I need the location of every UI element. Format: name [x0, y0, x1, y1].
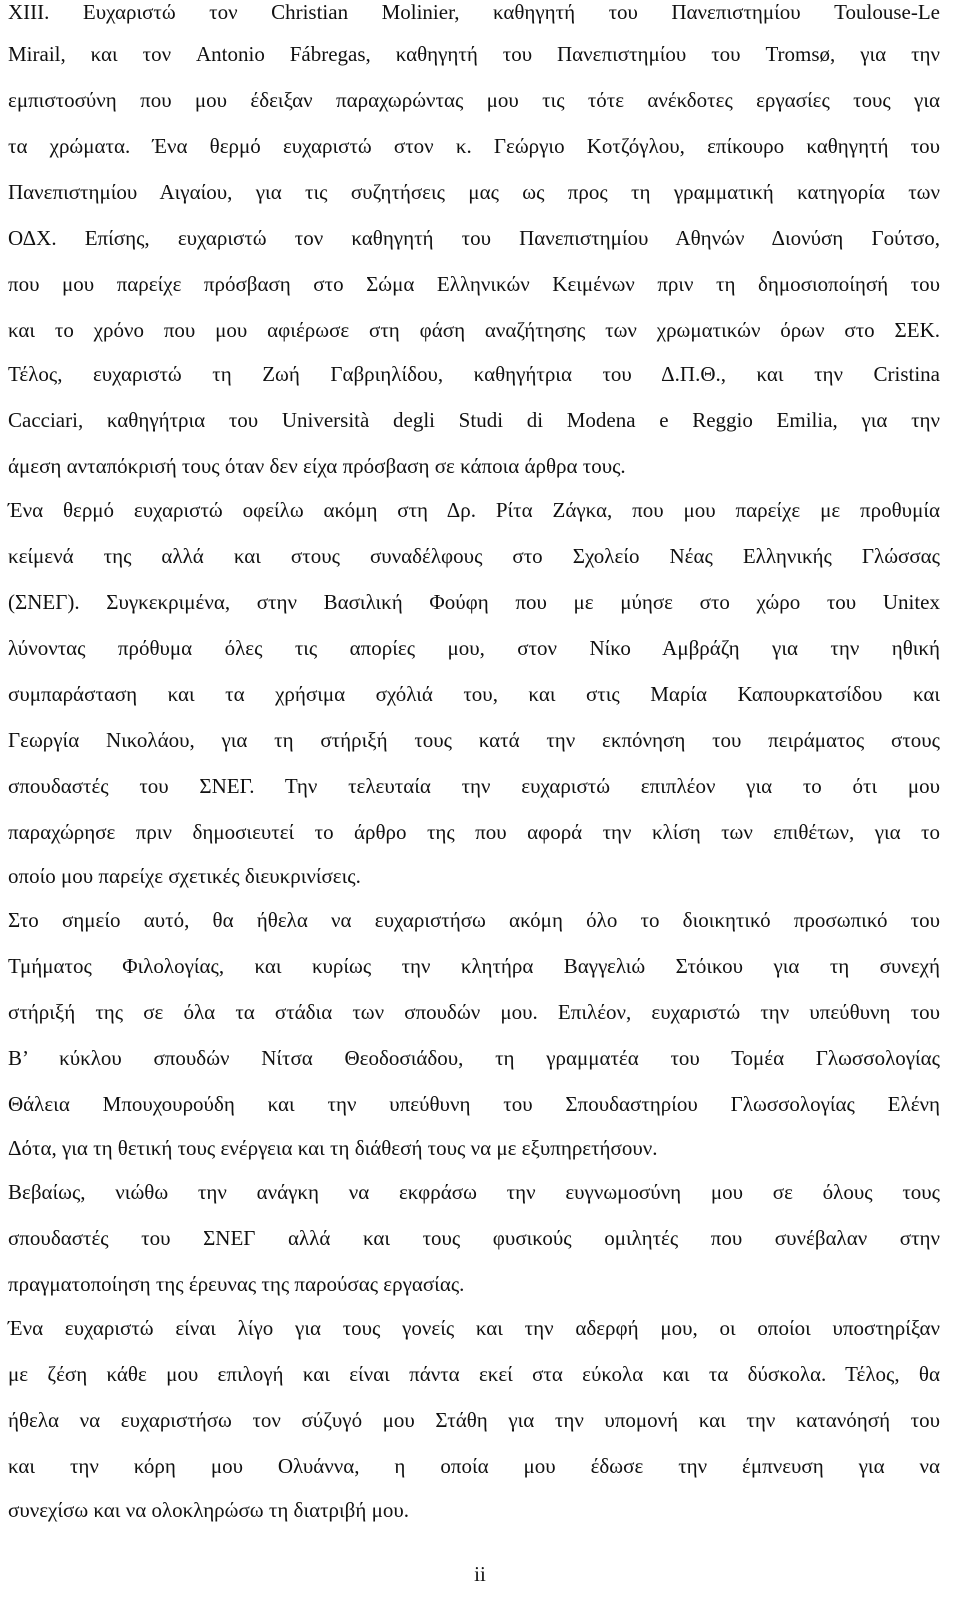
- text-line: XIII. Ευχαριστώ τον Christian Molinier, καθηγητή του Πανεπιστημίου Toulouse-Le: [8, 0, 940, 24]
- text-line: στήριξή της σε όλα τα στάδια των σπουδών μου. Επιλέον, ευχαριστώ την υπεύθυνη του: [8, 1000, 940, 1024]
- text-line: Τμήματος Φιλολογίας, και κυρίως την κλητήρα Βαγγελιώ Στόικου για τη συνεχή: [8, 954, 940, 978]
- text-line: Θάλεια Μπουχουρούδη και την υπεύθυνη του Σπουδαστηρίου Γλωσσολογίας Ελένη: [8, 1092, 940, 1116]
- text-line: Ένα θερμό ευχαριστώ οφείλω ακόμη στη Δρ. Ρίτα Ζάγκα, που μου παρείχε με προθυμία: [8, 498, 940, 522]
- text-line: ήθελα να ευχαριστήσω τον σύζυγό μου Στάθη για την υπομονή και την κατανόησή του: [8, 1408, 940, 1432]
- text-line: Δότα, για τη θετική τους ενέργεια και τη διάθεσή τους να με εξυπηρετήσουν.: [8, 1136, 658, 1160]
- text-line: άμεση ανταπόκρισή τους όταν δεν είχα πρόσβαση σε κάποια άρθρα τους.: [8, 454, 626, 478]
- text-line: και το χρόνο που μου αφιέρωσε στη φάση αναζήτησης των χρωματικών όρων στο ΣΕΚ.: [8, 318, 940, 342]
- text-line: Cacciari, καθηγήτρια του Università degli Studi di Modena e Reggio Emilia, για την: [8, 408, 940, 432]
- text-line: Β’ κύκλου σπουδών Νίτσα Θεοδοσιάδου, τη γραμματέα του Τομέα Γλωσσολογίας: [8, 1046, 940, 1070]
- text-line: συμπαράσταση και τα χρήσιμα σχόλιά του, και στις Μαρία Καπουρκατσίδου και: [8, 682, 940, 706]
- text-line: Πανεπιστημίου Αιγαίου, για τις συζητήσεις μας ως προς τη γραμματική κατηγορία των: [8, 180, 940, 204]
- text-line: και την κόρη μου Ολυάννα, η οποία μου έδωσε την έμπνευση για να: [8, 1454, 940, 1478]
- page-number: ii: [474, 1562, 486, 1586]
- text-line: σπουδαστές του ΣΝΕΓ αλλά και τους φυσικούς ομιλητές που συνέβαλαν στην: [8, 1226, 940, 1250]
- text-line: με ζέση κάθε μου επιλογή και είναι πάντα εκεί στα εύκολα και τα δύσκολα. Τέλος, θα: [8, 1362, 940, 1386]
- text-line: κείμενά της αλλά και στους συναδέλφους στο Σχολείο Νέας Ελληνικής Γλώσσας: [8, 544, 940, 568]
- text-line: οποίο μου παρείχε σχετικές διευκρινίσεις.: [8, 864, 361, 888]
- text-line: τα χρώματα. Ένα θερμό ευχαριστώ στον κ. Γεώργιο Κοτζόγλου, επίκουρο καθηγητή του: [8, 134, 940, 158]
- text-line: Γεωργία Νικολάου, για τη στήριξή τους κατά την εκπόνηση του πειράματος στους: [8, 728, 940, 752]
- text-line: Τέλος, ευχαριστώ τη Ζωή Γαβριηλίδου, καθηγήτρια του Δ.Π.Θ., και την Cristina: [8, 362, 940, 386]
- text-line: ΟΔΧ. Επίσης, ευχαριστώ τον καθηγητή του Πανεπιστημίου Αθηνών Διονύση Γούτσο,: [8, 226, 940, 250]
- text-line: συνεχίσω και να ολοκληρώσω τη διατριβή μου.: [8, 1498, 409, 1522]
- text-line: που μου παρείχε πρόσβαση στο Σώμα Ελληνικών Κειμένων πριν τη δημοσιοποίησή του: [8, 272, 940, 296]
- text-line: παραχώρησε πριν δημοσιευτεί το άρθρο της που αφορά την κλίση των επιθέτων, για το: [8, 820, 940, 844]
- text-line: λύνοντας πρόθυμα όλες τις απορίες μου, στον Νίκο Αμβράζη για την ηθική: [8, 636, 940, 660]
- text-line: Στο σημείο αυτό, θα ήθελα να ευχαριστήσω ακόμη όλο το διοικητικό προσωπικό του: [8, 908, 940, 932]
- text-line: Βεβαίως, νιώθω την ανάγκη να εκφράσω την ευγνωμοσύνη μου σε όλους τους: [8, 1180, 940, 1204]
- text-line: (ΣΝΕΓ). Συγκεκριμένα, στην Βασιλική Φούφη που με μύησε στο χώρο του Unitex: [8, 590, 940, 614]
- text-line: Ένα ευχαριστώ είναι λίγο για τους γονείς και την αδερφή μου, οι οποίοι υποστηρίξαν: [8, 1316, 940, 1340]
- text-line: πραγματοποίηση της έρευνας της παρούσας εργασίας.: [8, 1272, 465, 1296]
- text-line: Mirail, και τον Antonio Fábregas, καθηγητή του Πανεπιστημίου του Tromsø, για την: [8, 42, 940, 66]
- text-line: σπουδαστές του ΣΝΕΓ. Την τελευταία την ευχαριστώ επιπλέον για το ότι μου: [8, 774, 940, 798]
- text-line: εμπιστοσύνη που μου έδειξαν παραχωρώντας μου τις τότε ανέκδοτες εργασίες τους για: [8, 88, 940, 112]
